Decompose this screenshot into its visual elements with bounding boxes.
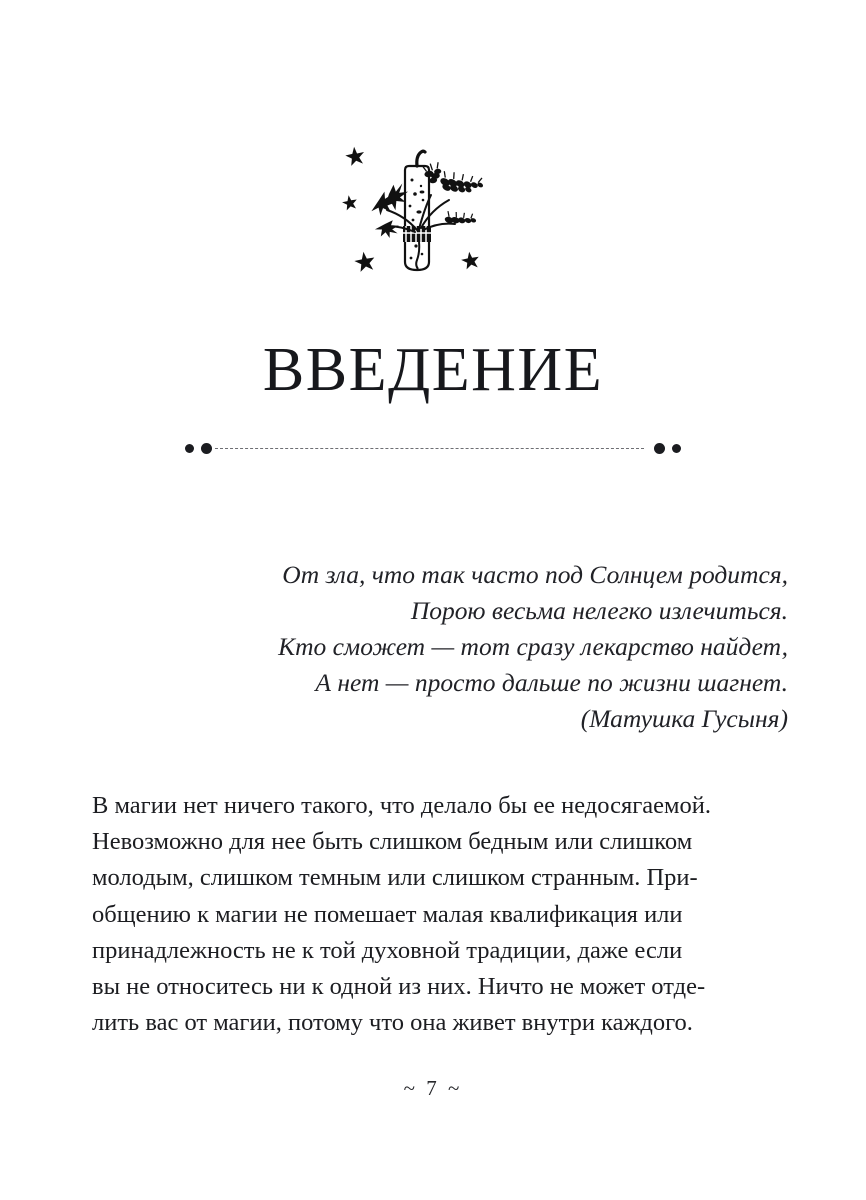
divider-inner [185,441,681,455]
divider-dot-right-inner [654,443,665,454]
page-number: ~ 7 ~ [403,1076,463,1100]
candle-with-herbs-illustration [333,134,533,294]
page-title: ВВЕДЕНИЕ [262,335,604,404]
body-paragraph [92,788,748,1041]
candle-body [405,166,429,270]
star-icon-bottom-left [354,252,374,272]
divider [0,434,866,462]
divider-dot-left-inner [201,443,212,454]
star-icon-bottom-right [461,252,479,270]
body-line: общению к магии не помешает малая квалификация или [92,900,683,928]
body-line: принадлежность не к той духовной традиции, даже если [92,936,683,964]
epigraph-line: Порою весьма нелегко излечиться. [410,595,788,625]
body-line: вы не относитесь ни к одной из них. Ничто не может отде- [92,973,706,1001]
chapter-ornament [0,134,866,294]
epigraph [160,557,788,737]
candle-wick [417,151,425,166]
star-icon-mid-left [342,195,357,210]
divider-dashed-line [215,448,644,449]
epigraph-line: А нет — просто дальше по жизни шагнет. [315,667,788,697]
divider-dot-left-outer [185,444,194,453]
divider-dot-right-outer [672,444,681,453]
body-line: Невозможно для нее быть слишком бедным или слишком [92,828,693,856]
body-line: молодым, слишком темным или слишком странным. При- [92,864,698,892]
body-line: лить вас от магии, потому что она живет внутри каждого. [92,1009,693,1037]
star-icon-top-left [345,147,364,166]
epigraph-line: Кто сможет — тот сразу лекарство найдет, [278,631,788,661]
epigraph-attribution: (Матушка Гусыня) [580,703,788,733]
twine-binding [403,226,431,269]
body-line: В магии нет ничего такого, что делало бы ее недосягаемой. [92,792,712,819]
epigraph-line: От зла, что так часто под Солнцем родится, [282,559,788,589]
